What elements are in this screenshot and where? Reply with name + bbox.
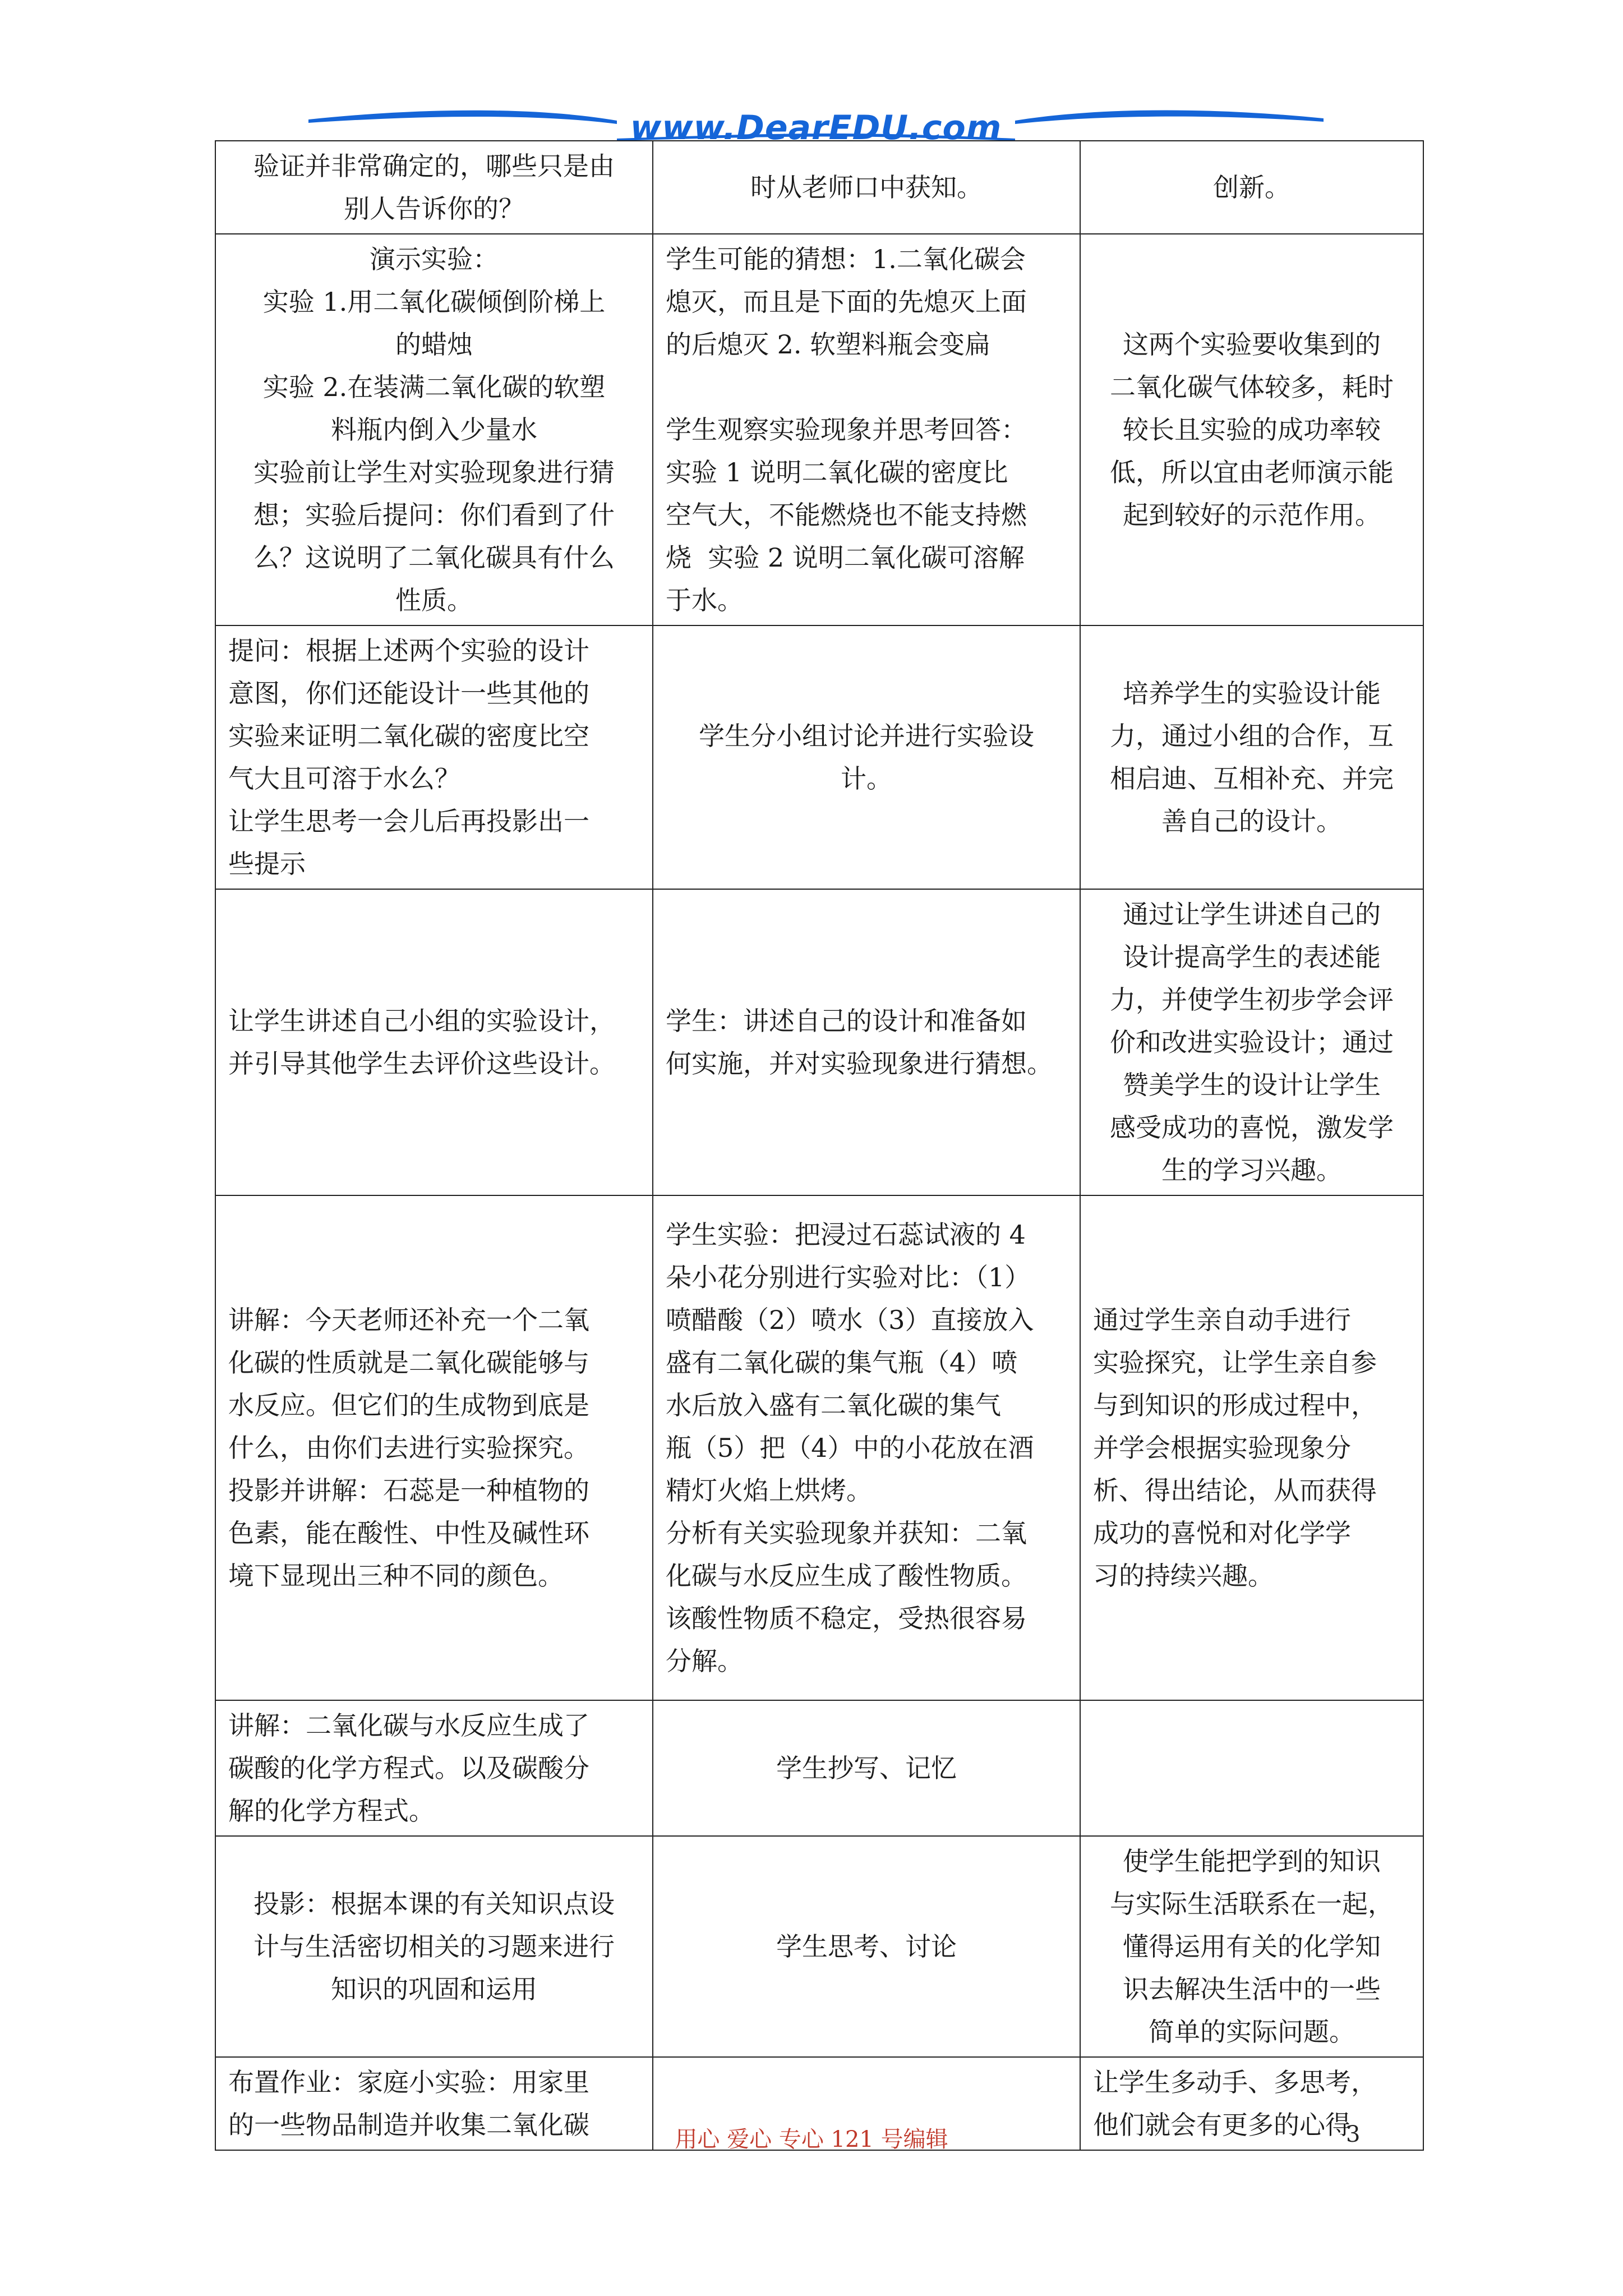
cell-line: 他们就会有更多的心得 (1093, 2110, 1351, 2140)
table-cell-design-intent (1080, 1836, 1423, 2057)
cell-line: 化碳的性质就是二氧化碳能够与 (228, 1347, 589, 1378)
cell-line: 实验前让学生对实验现象进行猜 (253, 457, 615, 487)
cell-line: 懂得运用有关的化学知 (1123, 1931, 1381, 1962)
table-cell-design-intent (1080, 1195, 1423, 1700)
table-row (215, 1195, 1423, 1700)
cell-line: 学生可能的猜想：1.二氧化碳会 (666, 244, 1026, 274)
cell-line: 讲解：二氧化碳与水反应生成了 (228, 1710, 589, 1741)
cell-line: 简单的实际问题。 (1149, 2017, 1355, 2047)
cell-line: 通过学生亲自动手进行 (1093, 1305, 1351, 1335)
table-cell-teacher-activity (215, 141, 653, 234)
cell-line: 讲解：今天老师还补充一个二氧 (228, 1305, 589, 1335)
cell-line: 烧 实验 2 说明二氧化碳可溶解 (666, 542, 1025, 573)
cell-line: 二氧化碳气体较多，耗时 (1110, 372, 1394, 402)
table-cell-teacher-activity (215, 1836, 653, 2057)
cell-line: 计与生活密切相关的习题来进行 (253, 1931, 615, 1962)
page-number: 3 (1346, 2122, 1361, 2147)
table-cell-teacher-activity (215, 625, 653, 889)
cell-line: 分析有关实验现象并获知：二氧 (666, 1518, 1027, 1548)
cell-line: 提问：根据上述两个实验的设计 (228, 636, 589, 666)
cell-line: 的后熄灭 2. 软塑料瓶会变扁 (666, 329, 991, 360)
cell-line: 知识的巩固和运用 (331, 1974, 537, 2004)
cell-line: 让学生多动手、多思考， (1093, 2067, 1377, 2097)
cell-line: 低，所以宜由老师演示能 (1110, 457, 1394, 487)
cell-line: 色素，能在酸性、中性及碱性环 (228, 1518, 589, 1548)
cell-line: 赞美学生的设计让学生 (1123, 1070, 1381, 1100)
cell-line: 实验 1.用二氧化碳倾倒阶梯上 (262, 287, 606, 317)
cell-line: 并引导其他学生去评价这些设计。 (228, 1048, 615, 1079)
site-url[interactable]: www.DearEDU.com (630, 108, 1002, 148)
cell-line: 实验来证明二氧化碳的密度比空 (228, 721, 589, 751)
table-cell-student-activity (653, 1700, 1080, 1836)
cell-line: 生的学习兴趣。 (1161, 1155, 1342, 1185)
cell-line: 气大且可溶于水么？ (228, 763, 460, 794)
cell-line: 水后放入盛有二氧化碳的集气 (666, 1390, 1001, 1420)
cell-line: 么？这说明了二氧化碳具有什么 (253, 542, 615, 573)
cell-line: 学生抄写、记忆 (776, 1753, 957, 1783)
cell-line: 学生：讲述自己的设计和准备如 (666, 1006, 1027, 1036)
cell-line: 盛有二氧化碳的集气瓶（4）喷 (666, 1347, 1018, 1378)
cell-line: 精灯火焰上烘烤。 (666, 1475, 872, 1506)
cell-line: 与到知识的形成过程中， (1093, 1390, 1377, 1420)
cell-line: 熄灭，而且是下面的先熄灭上面 (666, 287, 1027, 317)
cell-line: 料瓶内倒入少量水 (331, 415, 537, 445)
cell-line: 成功的喜悦和对化学学 (1093, 1518, 1351, 1548)
cell-line: 何实施，并对实验现象进行猜想。 (666, 1048, 1053, 1079)
cell-line: 实验 2.在装满二氧化碳的软塑 (262, 372, 606, 402)
cell-line: 投影并讲解：石蕊是一种植物的 (228, 1475, 589, 1506)
table-cell-teacher-activity (215, 1700, 653, 1836)
cell-line: 善自己的设计。 (1161, 806, 1342, 836)
table-row (215, 1836, 1423, 2057)
cell-line: 培养学生的实验设计能 (1123, 678, 1381, 708)
cell-line: 境下显现出三种不同的颜色。 (228, 1561, 564, 1591)
cell-line: 计。 (841, 763, 892, 794)
table-cell-teacher-activity (215, 889, 653, 1195)
cell-line: 时从老师口中获知。 (750, 172, 983, 203)
table-cell-student-activity (653, 234, 1080, 625)
footer-note: 用心 爱心 专心 121 号编辑 (675, 2127, 948, 2152)
cell-line: 解的化学方程式。 (228, 1796, 435, 1826)
table-cell-design-intent (1080, 141, 1423, 234)
cell-line: 朵小花分别进行实验对比：（1） (666, 1262, 1031, 1292)
cell-line: 于水。 (666, 585, 743, 615)
cell-line: 这两个实验要收集到的 (1123, 329, 1381, 360)
table-cell-teacher-activity (215, 1195, 653, 1700)
cell-line: 演示实验： (370, 244, 499, 274)
cell-line: 投影：根据本课的有关知识点设 (253, 1889, 615, 1919)
cell-line: 力，并使学生初步学会评 (1110, 984, 1394, 1015)
table-cell-design-intent (1080, 234, 1423, 625)
cell-line: 瓶（5）把（4）中的小花放在酒 (666, 1433, 1034, 1463)
cell-line: 相启迪、互相补充、并完 (1110, 763, 1394, 794)
cell-line: 与实际生活联系在一起， (1110, 1889, 1394, 1919)
table-cell-student-activity (653, 889, 1080, 1195)
cell-line: 实验探究，让学生亲自参 (1093, 1347, 1377, 1378)
lesson-plan-table (215, 140, 1424, 2151)
cell-line: 的蜡烛 (395, 329, 473, 360)
table-cell-student-activity (653, 141, 1080, 234)
cell-line: 意图，你们还能设计一些其他的 (228, 678, 589, 708)
cell-line: 化碳与水反应生成了酸性物质。 (666, 1561, 1027, 1591)
table-row (215, 1700, 1423, 1836)
cell-line: 并学会根据实验现象分 (1093, 1433, 1351, 1463)
cell-line: 力，通过小组的合作，互 (1110, 721, 1394, 751)
cell-line: 碳酸的化学方程式。以及碳酸分 (228, 1753, 589, 1783)
table-cell-student-activity (653, 625, 1080, 889)
cell-line: 实验 1 说明二氧化碳的密度比 (666, 457, 1008, 487)
table-cell-teacher-activity (215, 234, 653, 625)
cell-line (666, 366, 1067, 408)
cell-line: 些提示 (228, 849, 306, 879)
table-cell-design-intent (1080, 1700, 1423, 1836)
cell-line: 让学生思考一会儿后再投影出一 (228, 806, 589, 836)
cell-line: 学生思考、讨论 (776, 1931, 957, 1962)
table-cell-student-activity (653, 1836, 1080, 2057)
cell-line: 价和改进实验设计；通过 (1110, 1027, 1394, 1057)
cell-line: 习的持续兴趣。 (1093, 1561, 1274, 1591)
cell-line: 水反应。但它们的生成物到底是 (228, 1390, 589, 1420)
table-cell-student-activity (653, 1195, 1080, 1700)
cell-line: 性质。 (395, 585, 473, 615)
cell-line: 的一些物品制造并收集二氧化碳 (228, 2110, 589, 2140)
cell-line: 让学生讲述自己小组的实验设计， (228, 1006, 615, 1036)
cell-line: 该酸性物质不稳定，受热很容易 (666, 1603, 1027, 1634)
cell-line: 起到较好的示范作用。 (1123, 500, 1381, 530)
table-cell-design-intent (1080, 889, 1423, 1195)
table-row (215, 625, 1423, 889)
cell-line: 使学生能把学到的知识 (1123, 1846, 1381, 1876)
cell-line: 创新。 (1213, 172, 1290, 203)
table-cell-design-intent (1080, 625, 1423, 889)
table-row (215, 234, 1423, 625)
cell-line: 学生观察实验现象并思考回答： (666, 415, 1027, 445)
cell-line: 较长且实验的成功率较 (1123, 415, 1381, 445)
cell-line: 布置作业：家庭小实验：用家里 (228, 2067, 589, 2097)
cell-line: 别人告诉你的？ (344, 194, 524, 224)
table-row (215, 889, 1423, 1195)
cell-line: 析、得出结论，从而获得 (1093, 1475, 1377, 1506)
cell-line: 什么，由你们去进行实验探究。 (228, 1433, 589, 1463)
cell-line: 分解。 (666, 1646, 743, 1676)
cell-line: 感受成功的喜悦，激发学 (1110, 1112, 1394, 1143)
cell-line: 想；实验后提问：你们看到了什 (253, 500, 615, 530)
cell-line: 验证并非常确定的，哪些只是由 (253, 151, 615, 181)
cell-line: 学生分小组讨论并进行实验设 (699, 721, 1034, 751)
cell-line: 喷醋酸（2）喷水（3）直接放入 (666, 1305, 1034, 1335)
page-footer (0, 2122, 1623, 2155)
cell-line: 学生实验：把浸过石蕊试液的 4 (666, 1220, 1026, 1250)
cell-line: 识去解决生活中的一些 (1123, 1974, 1381, 2004)
cell-line: 空气大，不能燃烧也不能支持燃 (666, 500, 1027, 530)
cell-line: 设计提高学生的表述能 (1123, 942, 1381, 972)
cell-line: 通过让学生讲述自己的 (1123, 899, 1381, 930)
table-row (215, 141, 1423, 234)
